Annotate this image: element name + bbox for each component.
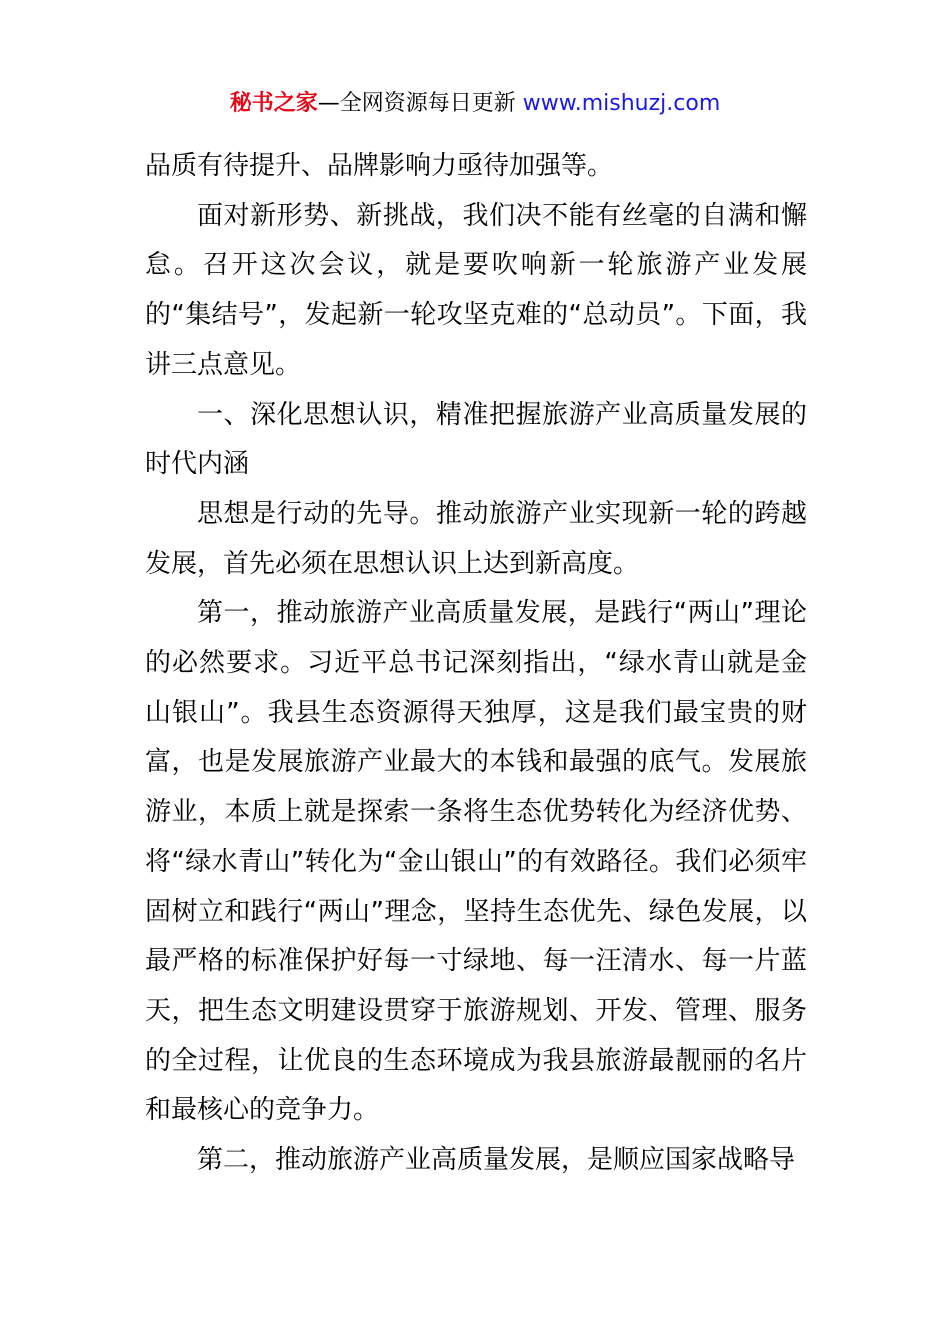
section-heading: 一、深化思想认识，精准把握旅游产业高质量发展的时代内涵 xyxy=(145,399,807,480)
header-url-link[interactable]: www.mishuzj.com xyxy=(522,91,721,116)
paragraph: 面对新形势、新挑战，我们决不能有丝毫的自满和懈怠。召开这次会议，就是要吹响新一轮旅游产业发展的“集结号”，发起新一轮攻坚克难的“总动员”。下面，我讲三点意见。 xyxy=(145,200,807,380)
header-brand: 秘书之家 xyxy=(229,91,318,116)
paragraph: 第二，推动旅游产业高质量发展，是顺应国家战略导 xyxy=(197,1145,796,1176)
page-header xyxy=(0,88,950,120)
document-body xyxy=(145,142,807,1186)
paragraph: 思想是行动的先导。推动旅游产业实现新一轮的跨越发展，首先必须在思想认识上达到新高度。 xyxy=(145,498,807,579)
paragraph: 第一，推动旅游产业高质量发展，是践行“两山”理论的必然要求。习近平总书记深刻指出，“绿水青山就是金山银山”。我县生态资源得天独厚，这是我们最宝贵的财富，也是发展旅游产业最大的本钱和最强的底气。发展旅游业，本质上就是探索一条将生态优势转化为经济优势、将“绿水青山”转化为“金山银山”的有效路径。我们必须牢固树立和践行“两山”理念，坚持生态优先、绿色发展，以最严格的标准保护好每一寸绿地、每一汪清水、每一片蓝天，把生态文明建设贯穿于旅游规划、开发、管理、服务的全过程，让优良的生态环境成为我县旅游最靓丽的名片和最核心的竞争力。 xyxy=(145,598,807,1126)
header-tagline: —全网资源每日更新 xyxy=(317,91,523,116)
paragraph-continuation: 品质有待提升、品牌影响力亟待加强等。 xyxy=(145,151,614,181)
